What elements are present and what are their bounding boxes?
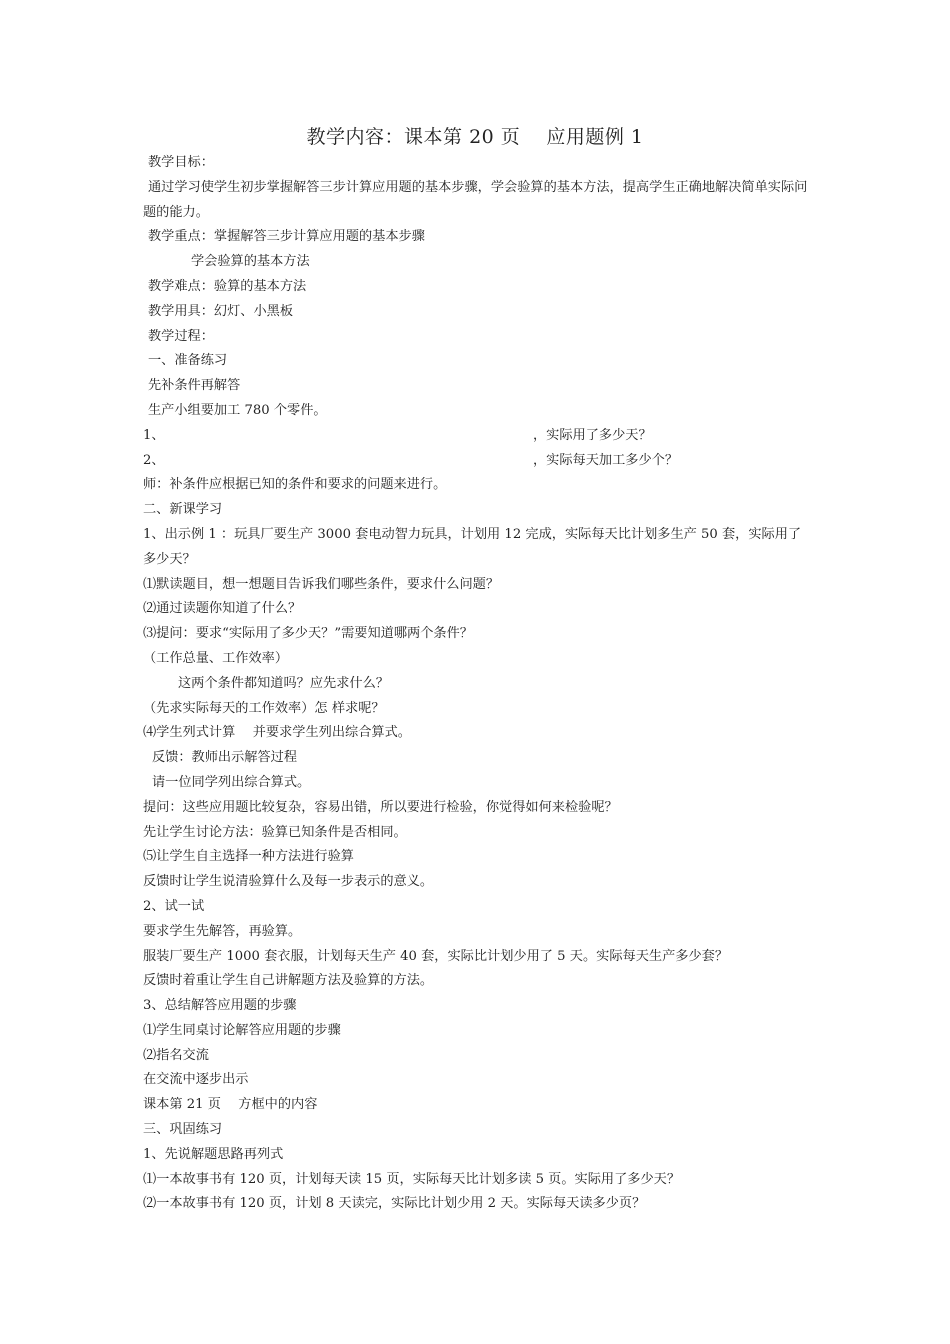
text-line: 1、先说解题思路再列式: [143, 1146, 284, 1162]
text-line: ⑴一本故事书有 120 页，计划每天读 15 页，实际每天比计划多读 5 页。实际用了多少天？: [143, 1171, 681, 1187]
text-line: 教学用具：幻灯、小黑板: [148, 303, 294, 319]
text-line: 先让学生讨论方法：验算已知条件是否相同。: [143, 824, 407, 840]
text-line: 要求学生先解答，再验算。: [143, 923, 302, 939]
text-line: 请一位同学列出综合算式。: [152, 774, 311, 790]
text-line: 师：补条件应根据已知的条件和要求的问题来进行。: [143, 477, 447, 493]
document-body: [143, 151, 813, 1217]
fill-blank-line: [143, 424, 813, 449]
text-line: 一、准备练习: [148, 353, 228, 369]
text-line: ⑴学生同桌讨论解答应用题的步骤: [143, 1022, 341, 1038]
text-line: 反馈时让学生说清验算什么及每一步表示的意义。: [143, 874, 434, 890]
text-line: 教学过程：: [148, 328, 214, 344]
text-line: 这两个条件都知道吗？应先求什么？: [178, 675, 389, 691]
blank-question: ，实际每天加工多少个？: [533, 452, 679, 468]
text-paragraph: 通过学习使学生初步掌握解答三步计算应用题的基本步骤，学会验算的基本方法，提高学生正确地解决简单实际问题的能力。: [143, 179, 808, 220]
text-line: 课本第 21 页 方框中的内容: [143, 1097, 318, 1113]
text-line: 教学目标：: [148, 155, 214, 170]
text-line: ⑴默读题目，想一想题目告诉我们哪些条件，要求什么问题？: [143, 576, 500, 592]
section-heading: 二、新课学习: [143, 502, 223, 518]
text-paragraph: 1、出示例 1 ：玩具厂要生产 3000 套电动智力玩具，计划用 12 完成，实际每天比计划多生产 50 套，实际用了多少天？: [143, 526, 802, 567]
text-line: ⑷学生列式计算 并要求学生列出综合算式。: [143, 725, 411, 741]
section-heading: 3、总结解答应用题的步骤: [143, 998, 297, 1014]
text-line: ⑵一本故事书有 120 页，计划 8 天读完，实际比计划少用 2 天。实际每天读多少页？: [143, 1196, 646, 1212]
text-line: 教学重点：掌握解答三步计算应用题的基本步骤: [148, 229, 425, 245]
text-line: ⑶提问：要求“实际用了多少天？”需要知道哪两个条件？: [143, 626, 473, 642]
text-line: （工作总量、工作效率）: [143, 650, 289, 666]
text-line: ⑵指名交流: [143, 1047, 209, 1063]
text-line: 在交流中逐步出示: [143, 1072, 249, 1088]
text-line: ⑵通过读题你知道了什么？: [143, 601, 302, 617]
section-heading: 三、巩固练习: [143, 1122, 223, 1138]
text-line: 提问：这些应用题比较复杂，容易出错，所以要进行检验，你觉得如何来检验呢？: [143, 799, 618, 815]
text-line: 反馈：教师出示解答过程: [152, 750, 298, 766]
blank-number: 2、: [143, 452, 165, 468]
text-line: 服装厂要生产 1000 套衣服，计划每天生产 40 套，实际比计划少用了 5 天。实际每天生产多少套？: [143, 948, 729, 964]
blank-number: 1、: [143, 427, 165, 443]
blank-question: ，实际用了多少天？: [533, 427, 652, 443]
text-line: 先补条件再解答: [148, 378, 241, 394]
fill-blank-line: [143, 449, 813, 474]
text-line: 生产小组要加工 780 个零件。: [148, 402, 327, 418]
document-title: 教学内容：课本第 20 页 应用题例 1: [306, 126, 644, 148]
text-line: ⑸让学生自主选择一种方法进行验算: [143, 849, 354, 865]
text-line: （先求实际每天的工作效率）怎 样求呢？: [143, 700, 385, 716]
text-line: 学会验算的基本方法: [191, 254, 310, 270]
text-line: 反馈时着重让学生自己讲解题方法及验算的方法。: [143, 973, 434, 989]
section-heading: 2、试一试: [143, 898, 205, 914]
text-line: 教学难点：验算的基本方法: [148, 278, 307, 294]
